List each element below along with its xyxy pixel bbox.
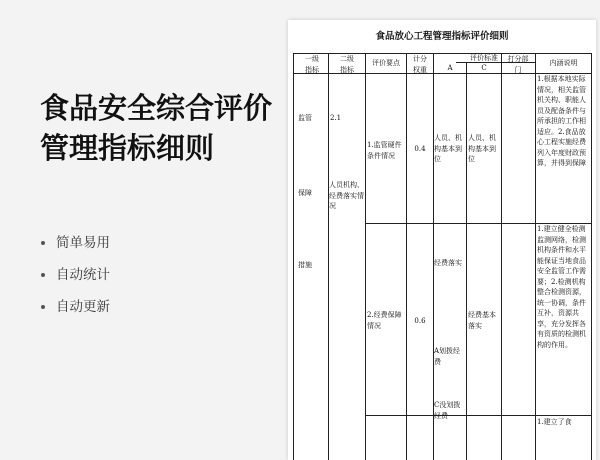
header-score-weight: 计分权重 <box>413 55 427 74</box>
table-rule <box>535 53 536 460</box>
header-notes: 内涵说明 <box>549 59 578 67</box>
header-rating-dept: 打分部门 <box>507 55 529 74</box>
feature-label: 自动更新 <box>56 299 110 315</box>
row2-notes: 1.建立健全检测监测网络，检测机构条件和水平能保证当地食品安全监管工作需要；2.检测机构整合检测资源，统一协调，条件互补，资源共享，充分发挥各有资质的检测机构的作用。 <box>537 225 586 349</box>
row1-grade-c: 人员、机构基本到位 <box>468 134 496 163</box>
header-grade-a: A <box>447 64 453 72</box>
row2-grade-c: 经费基本落实 <box>468 311 496 330</box>
table-rule <box>365 415 591 416</box>
level1-label: 监管 <box>298 114 312 122</box>
promo-title: 食品安全综合评价管理指标细则 <box>40 91 273 165</box>
table-rule <box>328 53 329 460</box>
bullet-icon <box>41 241 45 245</box>
table-rule <box>365 53 366 460</box>
level2-desc: 人员机构、经费落实情况 <box>329 181 364 210</box>
table-border-left <box>293 53 294 460</box>
bullet-icon <box>41 305 45 309</box>
row2-grade-a: A划拨经费 <box>434 347 461 366</box>
feature-list <box>38 233 110 329</box>
header-grade-c: C <box>481 64 487 72</box>
document-preview <box>288 20 596 460</box>
header-level2: 二级指标 <box>340 55 354 74</box>
row2-grade-a: C没划拨经费 <box>434 401 461 420</box>
feature-item <box>38 233 110 265</box>
feature-item <box>38 297 110 329</box>
level1-label: 措施 <box>298 261 312 269</box>
row1-grade-a: 人员、机构基本到位 <box>434 134 462 163</box>
feature-label: 自动统计 <box>56 267 110 283</box>
table-rule <box>466 62 467 460</box>
header-level1: 一级指标 <box>305 55 319 74</box>
table-rule <box>433 53 434 460</box>
table-rule <box>501 53 502 460</box>
feature-item <box>38 265 110 297</box>
row2-weight: 0.6 <box>414 317 426 325</box>
level1-label: 保障 <box>298 189 312 197</box>
table-rule <box>406 53 407 460</box>
level2-code: 2.1 <box>330 114 342 122</box>
row1-point: 1.监管硬件条件情况 <box>367 141 402 160</box>
feature-label: 简单易用 <box>56 235 110 251</box>
row3-notes: 1.建立了食 <box>537 418 572 426</box>
table-border-right <box>591 53 592 460</box>
document-title: 食品放心工程管理指标评价细则 <box>375 31 509 42</box>
header-eval-standard: 评价标准 <box>470 54 498 62</box>
row1-notes: 1.根据本地实际情况，相关监管机关构、职能人员及配备条件与所承担的工作相适应。2.食品放心工程实施经费列入年度财政预算，并得到保障 <box>537 75 586 167</box>
row1-weight: 0.4 <box>414 145 426 153</box>
header-points: 评价要点 <box>372 59 400 67</box>
row2-point: 2.经费保障情况 <box>367 311 402 330</box>
row2-grade-a: 经费落实 <box>434 259 462 267</box>
bullet-icon <box>41 273 45 277</box>
